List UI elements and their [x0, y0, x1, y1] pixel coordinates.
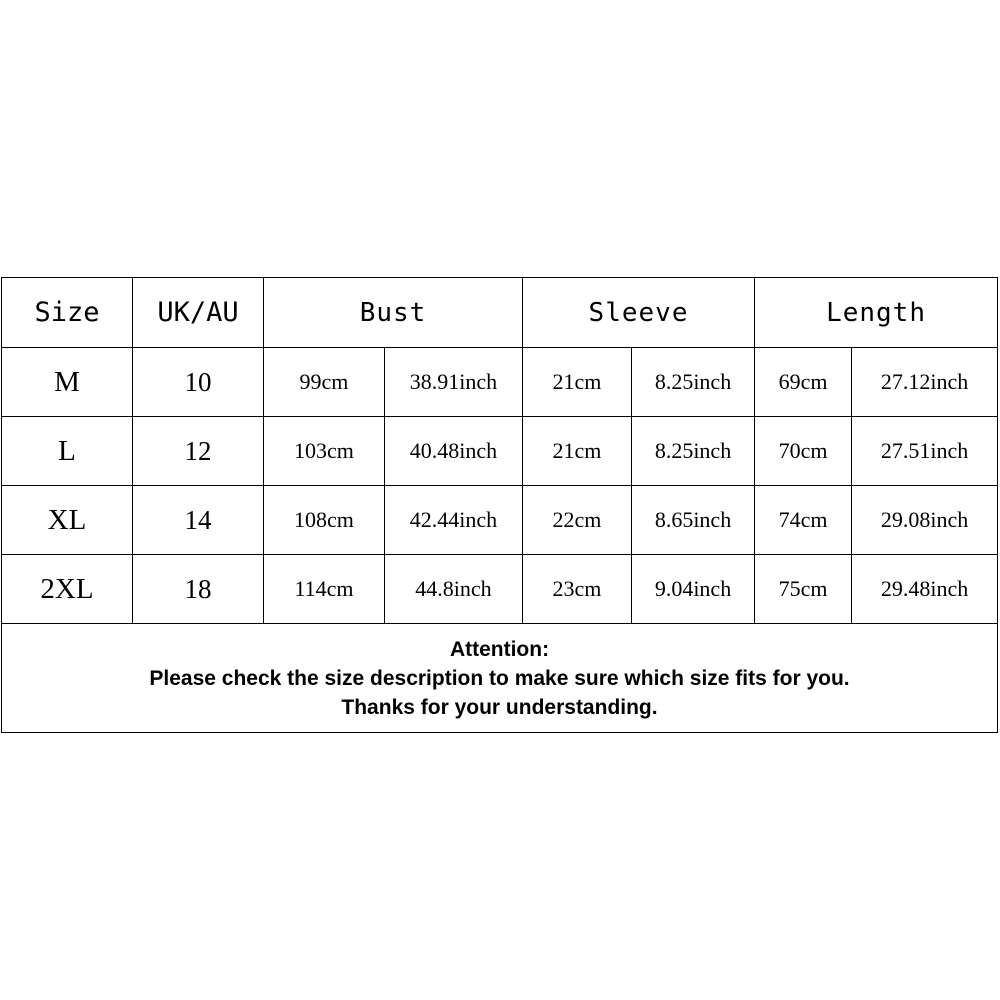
size-chart-table [1, 277, 998, 733]
sleeve-cm-cell [523, 348, 632, 417]
sleeve-cm-value: 23cm [552, 576, 602, 601]
sleeve-inch-value: 8.65inch [654, 507, 732, 532]
length-cm-value: 69cm [778, 369, 828, 394]
size-cell [2, 348, 133, 417]
sleeve-inch-cell [632, 555, 755, 624]
sleeve-inch-value: 8.25inch [654, 438, 732, 463]
size-value: 2XL [40, 572, 94, 605]
bust-cm-cell [264, 555, 385, 624]
bust-inch-cell [385, 417, 523, 486]
size-value: L [58, 434, 76, 467]
bust-cm-cell [264, 348, 385, 417]
table-row [2, 555, 998, 624]
attention-heading: Attention: [449, 637, 550, 661]
sleeve-cm-cell [523, 486, 632, 555]
length-cm-cell [755, 486, 852, 555]
bust-inch-value: 42.44inch [409, 507, 498, 532]
length-inch-cell [852, 417, 998, 486]
attention-message: Please check the size description to make sure which size fits for you. [149, 666, 850, 690]
bust-inch-cell [385, 555, 523, 624]
uk-au-value: 18 [184, 573, 212, 604]
size-cell [2, 555, 133, 624]
bust-inch-cell [385, 348, 523, 417]
length-cm-value: 75cm [778, 576, 828, 601]
uk-au-value: 12 [184, 435, 212, 466]
sleeve-inch-value: 9.04inch [654, 576, 732, 601]
length-inch-cell [852, 486, 998, 555]
length-cm-value: 70cm [778, 438, 828, 463]
size-value: XL [47, 503, 87, 536]
attention-row [2, 624, 998, 733]
length-inch-cell [852, 348, 998, 417]
table-row [2, 348, 998, 417]
length-cm-cell [755, 348, 852, 417]
bust-cm-value: 99cm [299, 369, 349, 394]
sleeve-inch-value: 8.25inch [654, 369, 732, 394]
length-inch-value: 29.08inch [880, 507, 969, 532]
sleeve-cm-value: 22cm [552, 507, 602, 532]
header-bust [264, 278, 523, 348]
uk-au-value: 14 [184, 504, 212, 535]
length-cm-value: 74cm [778, 507, 828, 532]
size-chart [1, 277, 997, 733]
header-bust-label: Bust [359, 297, 427, 328]
header-length-label: Length [826, 297, 926, 328]
sleeve-cm-value: 21cm [552, 438, 602, 463]
uk-au-value: 10 [184, 366, 212, 397]
length-inch-cell [852, 555, 998, 624]
bust-cm-cell [264, 417, 385, 486]
length-cm-cell [755, 417, 852, 486]
header-sleeve [523, 278, 755, 348]
length-cm-cell [755, 555, 852, 624]
header-row [2, 278, 998, 348]
header-sleeve-label: Sleeve [588, 297, 689, 328]
bust-cm-cell [264, 486, 385, 555]
sleeve-cm-value: 21cm [552, 369, 602, 394]
uk-au-cell [133, 348, 264, 417]
bust-inch-value: 40.48inch [409, 438, 498, 463]
table-row [2, 417, 998, 486]
size-cell [2, 417, 133, 486]
table-row [2, 486, 998, 555]
length-inch-value: 27.12inch [880, 369, 969, 394]
header-uk-au [133, 278, 264, 348]
attention-thanks: Thanks for your understanding. [341, 695, 658, 719]
sleeve-inch-cell [632, 486, 755, 555]
bust-inch-cell [385, 486, 523, 555]
uk-au-cell [133, 417, 264, 486]
sleeve-cm-cell [523, 417, 632, 486]
attention-notice [2, 624, 998, 733]
bust-cm-value: 108cm [294, 507, 354, 532]
header-size-label: Size [34, 297, 100, 328]
sleeve-inch-cell [632, 417, 755, 486]
bust-inch-value: 44.8inch [415, 576, 492, 601]
header-length [755, 278, 998, 348]
sleeve-cm-cell [523, 555, 632, 624]
bust-inch-value: 38.91inch [409, 369, 498, 394]
bust-cm-value: 103cm [294, 438, 354, 463]
length-inch-value: 27.51inch [880, 438, 969, 463]
sleeve-inch-cell [632, 348, 755, 417]
header-size [2, 278, 133, 348]
size-value: M [54, 365, 80, 398]
length-inch-value: 29.48inch [880, 576, 969, 601]
uk-au-cell [133, 555, 264, 624]
bust-cm-value: 114cm [294, 576, 354, 601]
header-uk-au-label: UK/AU [157, 297, 239, 328]
uk-au-cell [133, 486, 264, 555]
size-cell [2, 486, 133, 555]
